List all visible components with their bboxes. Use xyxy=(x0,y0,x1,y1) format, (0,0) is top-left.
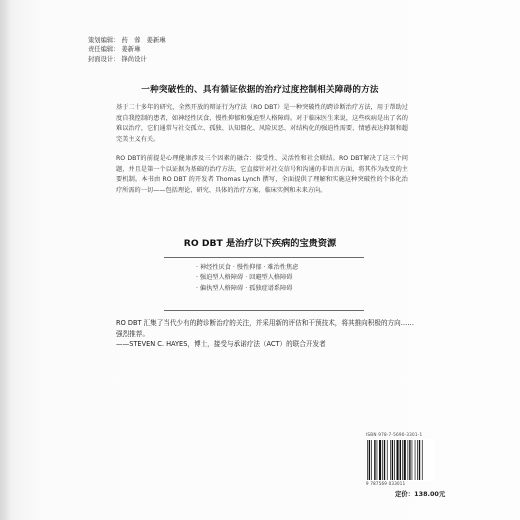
barcode-bar xyxy=(412,440,413,480)
barcode-bar xyxy=(404,440,406,480)
barcode-bar xyxy=(397,440,399,480)
barcode-bar xyxy=(384,440,385,480)
barcode-bar xyxy=(374,440,375,480)
credit-names: 锋尚设计 xyxy=(121,55,147,63)
section1-title: 一种突破性的、具有循证依据的治疗过度控制相关障碍的方法 xyxy=(141,85,379,95)
barcode-bar xyxy=(402,440,403,480)
barcode-bar xyxy=(371,440,372,480)
price-label: 定价：138.00元 xyxy=(395,490,446,498)
barcode-bar xyxy=(379,440,381,480)
credit-label: 封面设计： xyxy=(88,55,120,63)
barcode-bar xyxy=(408,440,409,480)
conditions-list xyxy=(196,263,298,294)
credit-names: 药 蓉 姜新琳 xyxy=(121,37,166,44)
barcode-bar xyxy=(400,440,401,480)
credit-row-cover-design xyxy=(88,55,166,64)
barcode-digits: 9 787569 033011 xyxy=(366,481,406,486)
quote-text: RO DBT 汇集了当代少有的跨诊断治疗的关注，并采用新的评估和干预技术，将其推向积极的方向……强烈推荐。 xyxy=(116,319,414,338)
barcode-bar xyxy=(392,440,393,480)
barcode-bar xyxy=(382,440,383,480)
endorsement-quote xyxy=(116,318,416,350)
divider-top xyxy=(164,257,364,258)
credit-names: 姜新琳 xyxy=(121,46,141,54)
list-item: · 偏执型人格障碍 · 孤独症谱系障碍 xyxy=(196,284,293,292)
barcode-bar xyxy=(409,440,410,480)
section1-paragraph-2: RO DBT的前提是心理健康涉及三个因素的融合：接受性、灵活性和社会联结。RO DBT解决了这三个问题，并且是第一个以证据为基础的治疗方法，它直接针对社交信号和沟通的非语言方面，将其作为改变的主要机制。本书由 RO DBT 的开发者 Thomas Lynch 撰写，全面提供了理解和实施这种突破性的个体化治疗所需的一切——包括理论、研究、具体的治疗方案、临床实例和未来方向。 xyxy=(116,155,408,194)
barcode-bar xyxy=(387,440,388,480)
credits-block xyxy=(88,36,166,64)
barcode-bar xyxy=(390,440,391,480)
barcode-bar xyxy=(417,440,418,480)
list-item: · 神经性厌食 · 慢性抑郁 · 难治性焦虑 xyxy=(196,264,299,271)
quote-attribution: ——STEVEN C. HAYES，博士，接受与承诺疗法（ACT）的联合开发者 xyxy=(116,340,326,349)
section2-title: RO DBT 是治疗以下疾病的宝贵资源 xyxy=(183,238,337,249)
list-item: · 强迫型人格障碍 · 回避型人格障碍 xyxy=(196,274,293,282)
barcode-bar xyxy=(415,440,416,480)
barcode-bar xyxy=(419,440,420,480)
credit-row-responsible-editor xyxy=(88,45,166,54)
barcode-bar xyxy=(422,440,423,480)
divider-bottom xyxy=(164,310,364,311)
section1-paragraph-1: 基于二十多年的研究，全然开放的辩证行为疗法（RO DBT）是一种突破性的跨诊断治疗方法，用于帮助过度自我控制的患者，如神经性厌食、慢性抑郁和强迫型人格障碍。对于临床医生来说，这些疾病是出了名的难以治疗，它们通常与社交孤立、孤独、认知僵化、风险厌恶、对结构化的强迫性需要、情感表达抑制和超完美主义有关。 xyxy=(116,104,408,143)
isbn-label: ISBN 978-7-5690-3301-1 xyxy=(366,432,423,437)
credit-label: 责任编辑： xyxy=(88,46,120,54)
barcode-bar xyxy=(367,440,368,480)
barcode-bar xyxy=(369,440,370,480)
barcode-bar xyxy=(377,440,378,480)
spine-shadow xyxy=(0,0,10,520)
credit-label: 策划编辑： xyxy=(88,37,120,44)
credit-row-planning-editor xyxy=(88,36,166,45)
barcode-graphic xyxy=(366,439,434,481)
barcode-bar xyxy=(394,440,395,480)
